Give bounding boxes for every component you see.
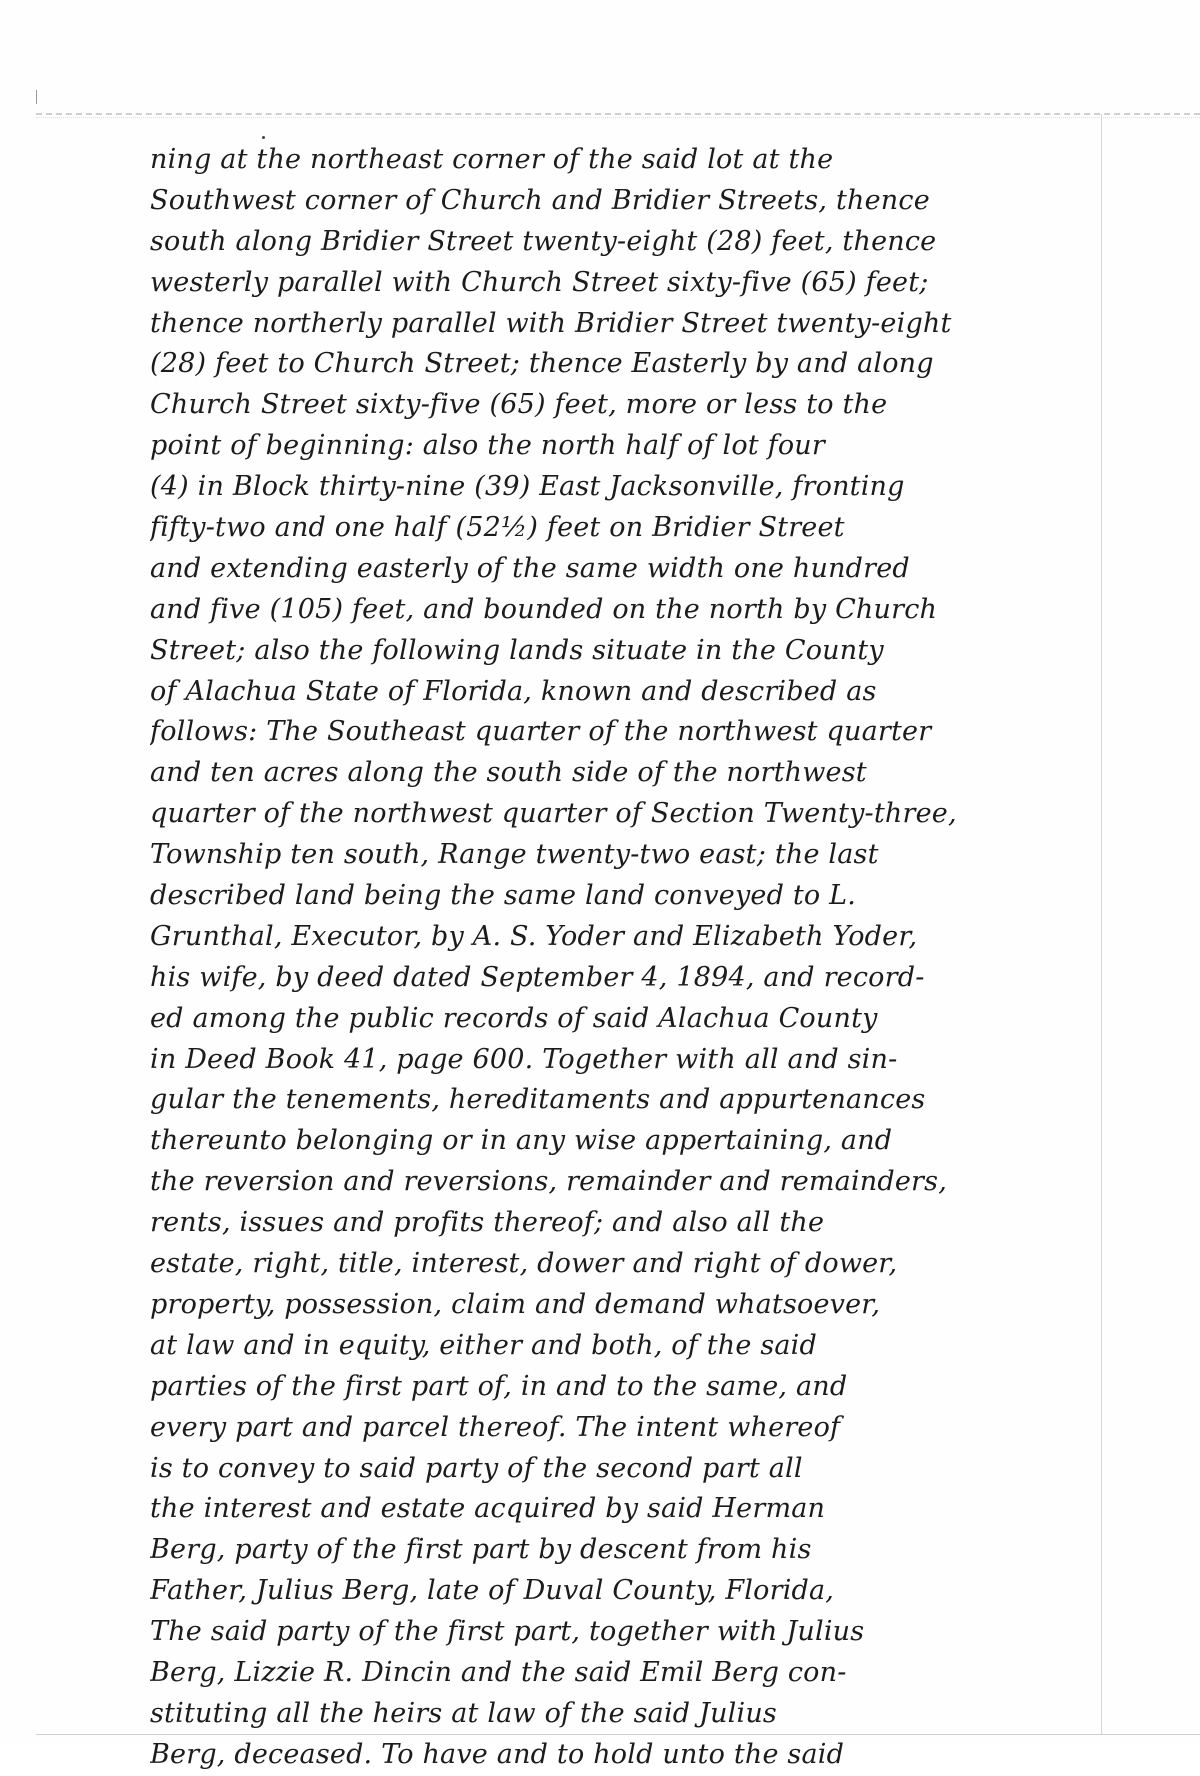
ink-dot	[262, 136, 265, 139]
text-line: thence northerly parallel with Bridier Street twenty-eight	[150, 307, 952, 339]
text-line: and five (105) feet, and bounded on the north by Church	[150, 593, 938, 625]
text-line: Berg, Lizzie R. Dincin and the said Emil Berg con-	[150, 1656, 847, 1688]
text-line: fifty-two and one half (52½) feet on Bridier Street	[150, 512, 845, 544]
text-line: property, possession, claim and demand whatsoever,	[150, 1288, 881, 1320]
text-line: ning at the northeast corner of the said lot at the	[150, 144, 834, 175]
text-line: (28) feet to Church Street; thence Easterly by and along	[150, 348, 934, 380]
text-line: the interest and estate acquired by said Herman	[150, 1493, 826, 1525]
text-line: rents, issues and profits thereof; and also all the	[150, 1207, 825, 1239]
text-line: quarter of the northwest quarter of Section Twenty-three,	[150, 798, 957, 830]
text-line: of Alachua State of Florida, known and described as	[150, 675, 877, 707]
text-line: The said party of the first part, together with Julius	[150, 1616, 865, 1648]
text-line: gular the tenements, hereditaments and appurtenances	[150, 1084, 926, 1116]
text-line: Southwest corner of Church and Bridier Streets, thence	[150, 184, 930, 216]
text-line: ed among the public records of said Alachua County	[150, 1002, 878, 1034]
text-line: and extending easterly of the same width one hundred	[150, 552, 910, 584]
text-line: Berg, party of the first part by descent from his	[150, 1534, 812, 1566]
text-line: westerly parallel with Church Street sixty-five (65) feet;	[150, 266, 929, 298]
text-line: described land being the same land conveyed to L.	[150, 880, 857, 912]
scan-top-edge	[36, 113, 1200, 115]
text-line: every part and parcel thereof. The intent whereof	[150, 1411, 841, 1443]
text-line: Father, Julius Berg, late of Duval County, Florida,	[150, 1575, 835, 1607]
text-line: stituting all the heirs at law of the said Julius	[150, 1697, 777, 1729]
text-line: Grunthal, Executor, by A. S. Yoder and Elizabeth Yoder,	[150, 920, 918, 952]
text-line: parties of the first part of, in and to the same, and	[150, 1370, 848, 1402]
text-line: is to convey to said party of the second part all	[150, 1452, 803, 1484]
text-line: Township ten south, Range twenty-two east; the last	[150, 839, 879, 871]
text-line: follows: The Southeast quarter of the northwest quarter	[150, 716, 932, 748]
text-line: his wife, by deed dated September 4, 1894, and record-	[150, 961, 925, 993]
scan-right-margin-line	[1101, 114, 1102, 1734]
text-line: thereunto belonging or in any wise appertaining, and	[150, 1125, 893, 1157]
text-line: in Deed Book 41, page 600. Together with all and sin-	[150, 1043, 898, 1075]
text-line: point of beginning: also the north half of lot four	[150, 430, 825, 462]
text-line: (4) in Block thirty-nine (39) East Jacksonville, fronting	[150, 471, 905, 503]
text-line: the reversion and reversions, remainder and remainders,	[150, 1166, 948, 1198]
text-line: and ten acres along the south side of the northwest	[150, 757, 867, 789]
text-line: estate, right, title, interest, dower and right of dower,	[150, 1248, 898, 1280]
text-line: Street; also the following lands situate in the County	[150, 634, 884, 666]
scan-top-edge-faint	[36, 117, 1200, 118]
text-line: Church Street sixty-five (65) feet, more or less to the	[150, 389, 888, 421]
text-line: Berg, deceased. To have and to hold unto the said	[150, 1738, 845, 1770]
scan-edge-mark	[36, 90, 37, 104]
text-line: south along Bridier Street twenty-eight (28) feet, thence	[150, 225, 937, 257]
handwritten-deed-text	[150, 140, 1090, 1776]
text-line: at law and in equity, either and both, of the said	[150, 1329, 818, 1361]
